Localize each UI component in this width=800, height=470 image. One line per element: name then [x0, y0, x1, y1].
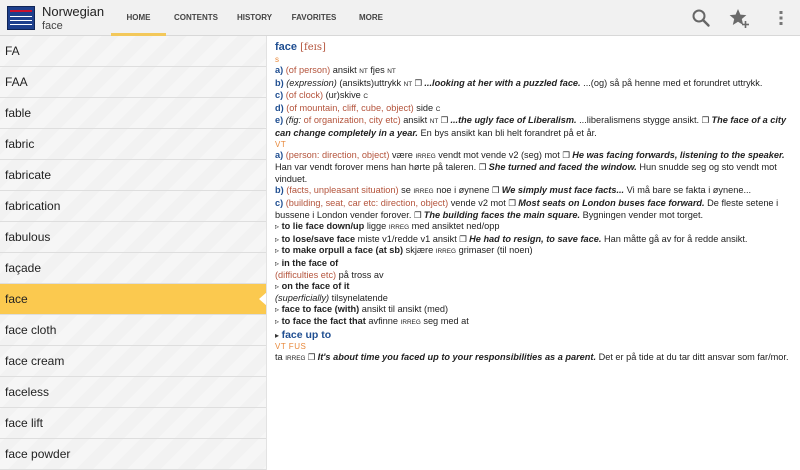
sense-e: [275, 115, 794, 139]
phrase-row[interactable]: [275, 234, 794, 246]
example-icon: ❐: [491, 185, 502, 196]
translation: vende v2 mot: [448, 197, 509, 208]
phrase: to face the fact that: [281, 315, 366, 326]
dictionary-entry: [266, 36, 800, 470]
translation: noe i øynene: [433, 185, 492, 196]
sense-number: a): [275, 149, 284, 160]
phrasal-verb-header[interactable]: [275, 330, 794, 342]
sense-context: (building, seat, car etc: direction, object): [285, 197, 449, 208]
sense-context: (fig:: [285, 115, 304, 126]
sense-context: (superficially): [275, 292, 330, 303]
word-list[interactable]: [0, 36, 266, 470]
expand-arrow-icon[interactable]: ▸: [275, 331, 280, 341]
translation: ansikt: [330, 65, 360, 75]
example-sentence: ...the ugly face of Liberalism.: [450, 115, 577, 126]
sense-number: d): [275, 102, 284, 113]
phrasal-verb-sense: [275, 352, 794, 365]
grammar-tag: IRREG: [415, 152, 436, 160]
grammar-tag: IRREG: [285, 355, 306, 363]
example-translation: ...(og) så på henne med et forundret uttrykk.: [580, 77, 763, 88]
phrase-row[interactable]: [275, 258, 794, 270]
example-translation: Bygningen vender mot torget.: [580, 209, 704, 220]
translation: seg med at: [420, 315, 469, 326]
word-list-item[interactable]: FA: [0, 36, 266, 67]
translation: ligge: [364, 221, 389, 232]
example-sentence: He was facing forwards, listening to the speaker.: [572, 149, 785, 160]
translation: være: [389, 149, 416, 160]
expand-arrow-icon[interactable]: ▹: [275, 258, 280, 268]
word-list-item[interactable]: fabric: [0, 129, 266, 160]
phrase: in the face of: [281, 257, 339, 268]
example-sentence: The face of a city can change completely in a year.: [275, 115, 787, 138]
sense-context: (of mountain, cliff, cube, object): [286, 102, 414, 113]
example-sentence: It's about time you faced up to your responsibilities as a parent.: [317, 352, 597, 363]
expand-arrow-icon[interactable]: ▹: [275, 305, 280, 315]
word-list-item[interactable]: face cream: [0, 346, 266, 377]
translation: (ansikts)uttrykk: [336, 77, 404, 88]
tab-favorites[interactable]: FAVORITES: [291, 13, 337, 22]
sense-context: of organization, city etc): [303, 115, 401, 126]
entry-header: [275, 40, 794, 55]
translation: (ur)skive: [323, 90, 364, 101]
part-of-speech-label: VT FUS: [275, 342, 307, 352]
sense-context: (of person): [285, 65, 331, 75]
example-translation: Vi må bare se fakta i øynene...: [624, 185, 752, 196]
example-translation: Hun snudde seg og sto vendt mot vinduet.: [275, 162, 777, 184]
translation: tilsynelatende: [329, 292, 388, 303]
translation: ta: [275, 352, 286, 363]
translation: med ansiktet ned/opp: [409, 221, 500, 232]
sense-number: a): [275, 65, 284, 75]
sense-b: [275, 78, 794, 91]
phrase-row[interactable]: [275, 245, 794, 258]
translation: ansikt til ansikt (med): [359, 304, 449, 315]
phrase: on the face of it: [281, 281, 350, 292]
sense-context: (facts, unpleasant situation): [286, 185, 399, 196]
example-icon: ❐: [412, 77, 425, 88]
word-list-item[interactable]: face lift: [0, 408, 266, 439]
example-translation: ...liberalismens stygge ansikt.: [576, 115, 702, 126]
gender-tag: NT: [429, 118, 439, 126]
phrase: to make orpull a face (at sb): [281, 245, 404, 256]
example-icon: ❐: [701, 115, 712, 126]
phrase: to lose/save face: [281, 233, 356, 244]
translation: miste v1/redde v1 ansikt: [355, 233, 460, 244]
word-list-item[interactable]: fabrication: [0, 191, 266, 222]
word-list-item[interactable]: FAA: [0, 67, 266, 98]
expand-arrow-icon[interactable]: ▹: [275, 234, 280, 244]
expand-arrow-icon[interactable]: ▹: [275, 282, 280, 292]
sense-number: c): [275, 90, 284, 101]
sense-number: b): [275, 77, 284, 88]
phrase-sense: [275, 293, 794, 305]
example-icon: ❐: [562, 149, 573, 160]
phrase-row[interactable]: [275, 281, 794, 293]
add-favorite-icon[interactable]: [728, 7, 750, 29]
tab-history[interactable]: HISTORY: [236, 13, 273, 22]
sense-context: (person: direction, object): [285, 149, 390, 160]
sense-context: (expression): [286, 77, 337, 88]
example-sentence: We simply must face facts...: [501, 185, 625, 196]
grammar-tag: IRREG: [400, 318, 421, 326]
example-icon: ❐: [508, 197, 519, 208]
translation: ansikt: [400, 115, 430, 126]
translation: grimaser (til noen): [456, 245, 533, 256]
gender-tag: NT: [387, 68, 396, 75]
search-icon[interactable]: [690, 7, 712, 29]
word-list-item[interactable]: fabulous: [0, 222, 266, 253]
example-translation: De fleste setene i bussene i London vender forover.: [275, 197, 779, 220]
example-translation: En bys ansikt kan bli helt forandret på et år.: [417, 127, 597, 138]
example-sentence: The building faces the main square.: [423, 209, 581, 220]
translation: side: [413, 102, 436, 113]
sense-number: b): [275, 185, 284, 196]
example-icon: ❐: [305, 352, 318, 363]
gender-tag: NT: [359, 68, 368, 75]
example-translation: Han var vendt forover mens han hørte på taleren.: [275, 162, 479, 173]
sense-d: [275, 103, 794, 116]
translation: se: [398, 185, 414, 196]
app-title: Norwegian: [42, 4, 105, 19]
sense-context: (difficulties etc): [275, 269, 337, 280]
example-translation: Det er på tide at du tar ditt ansvar som far/mor.: [596, 352, 789, 363]
tab-more[interactable]: MORE: [359, 13, 383, 22]
gender-tag: NT: [403, 80, 413, 88]
action-bar: [0, 0, 800, 36]
phrasal-verb-headword: face up to: [281, 329, 332, 342]
word-list-item[interactable]: face cloth: [0, 315, 266, 346]
word-list-item[interactable]: fable: [0, 98, 266, 129]
phrase-row[interactable]: [275, 316, 794, 329]
grammar-tag: IRREG: [435, 248, 457, 256]
phrase: face to face (with): [281, 304, 360, 315]
sense-a: [275, 150, 794, 186]
sense-a: [275, 65, 794, 78]
word-list-item-selected[interactable]: face: [0, 284, 266, 315]
translation: fjes: [367, 65, 388, 75]
sense-b: [275, 185, 794, 198]
word-list-item[interactable]: faceless: [0, 377, 266, 408]
expand-arrow-icon[interactable]: ▹: [275, 246, 280, 256]
example-sentence: ...looking at her with a puzzled face.: [424, 77, 581, 88]
grammar-tag: IRREG: [413, 188, 434, 196]
translation: på tross av: [336, 269, 384, 280]
sense-c: [275, 198, 794, 221]
sense-number: c): [275, 197, 284, 208]
grammar-tag: IRREG: [388, 224, 410, 232]
translation: skjære: [403, 245, 436, 256]
expand-arrow-icon[interactable]: ▹: [275, 316, 280, 326]
example-sentence: He had to resign, to save face.: [469, 233, 602, 244]
tab-home[interactable]: HOME: [111, 0, 166, 36]
phrase-sense: [275, 270, 794, 282]
phrase: to lie face down/up: [281, 221, 365, 232]
tab-contents[interactable]: CONTENTS: [174, 13, 218, 22]
example-icon: ❐: [413, 209, 424, 220]
entry-phonetic: [feɪs]: [300, 42, 326, 53]
example-sentence: Most seats on London buses face forward.: [518, 197, 705, 208]
part-of-speech-label: VT: [275, 139, 287, 149]
word-list-item[interactable]: face powder: [0, 439, 266, 470]
example-icon: ❐: [459, 233, 470, 244]
current-word-subtitle: face: [42, 20, 63, 32]
word-list-item[interactable]: façade: [0, 253, 266, 284]
example-translation: Han måtte gå av for å redde ansikt.: [601, 233, 748, 244]
gender-tag: C: [435, 105, 441, 113]
phrase-row[interactable]: [275, 221, 794, 234]
expand-arrow-icon[interactable]: ▹: [275, 222, 280, 232]
example-icon: ❐: [438, 115, 451, 126]
translation: vendt mot vende v2 (seg) mot: [435, 149, 563, 160]
example-icon: ❐: [478, 162, 489, 173]
overflow-menu-icon[interactable]: [770, 7, 792, 29]
translation: avfinne: [365, 315, 401, 326]
sense-number: e): [275, 115, 284, 126]
sense-context: (of clock): [285, 90, 324, 101]
dictionary-logo-icon[interactable]: [7, 6, 35, 30]
phrase-row[interactable]: [275, 304, 794, 316]
entry-headword: face: [275, 41, 298, 53]
part-of-speech-label: s: [275, 55, 280, 64]
sense-c: [275, 90, 794, 103]
word-list-item[interactable]: fabricate: [0, 160, 266, 191]
example-sentence: She turned and faced the window.: [488, 162, 637, 173]
gender-tag: C: [363, 93, 368, 101]
